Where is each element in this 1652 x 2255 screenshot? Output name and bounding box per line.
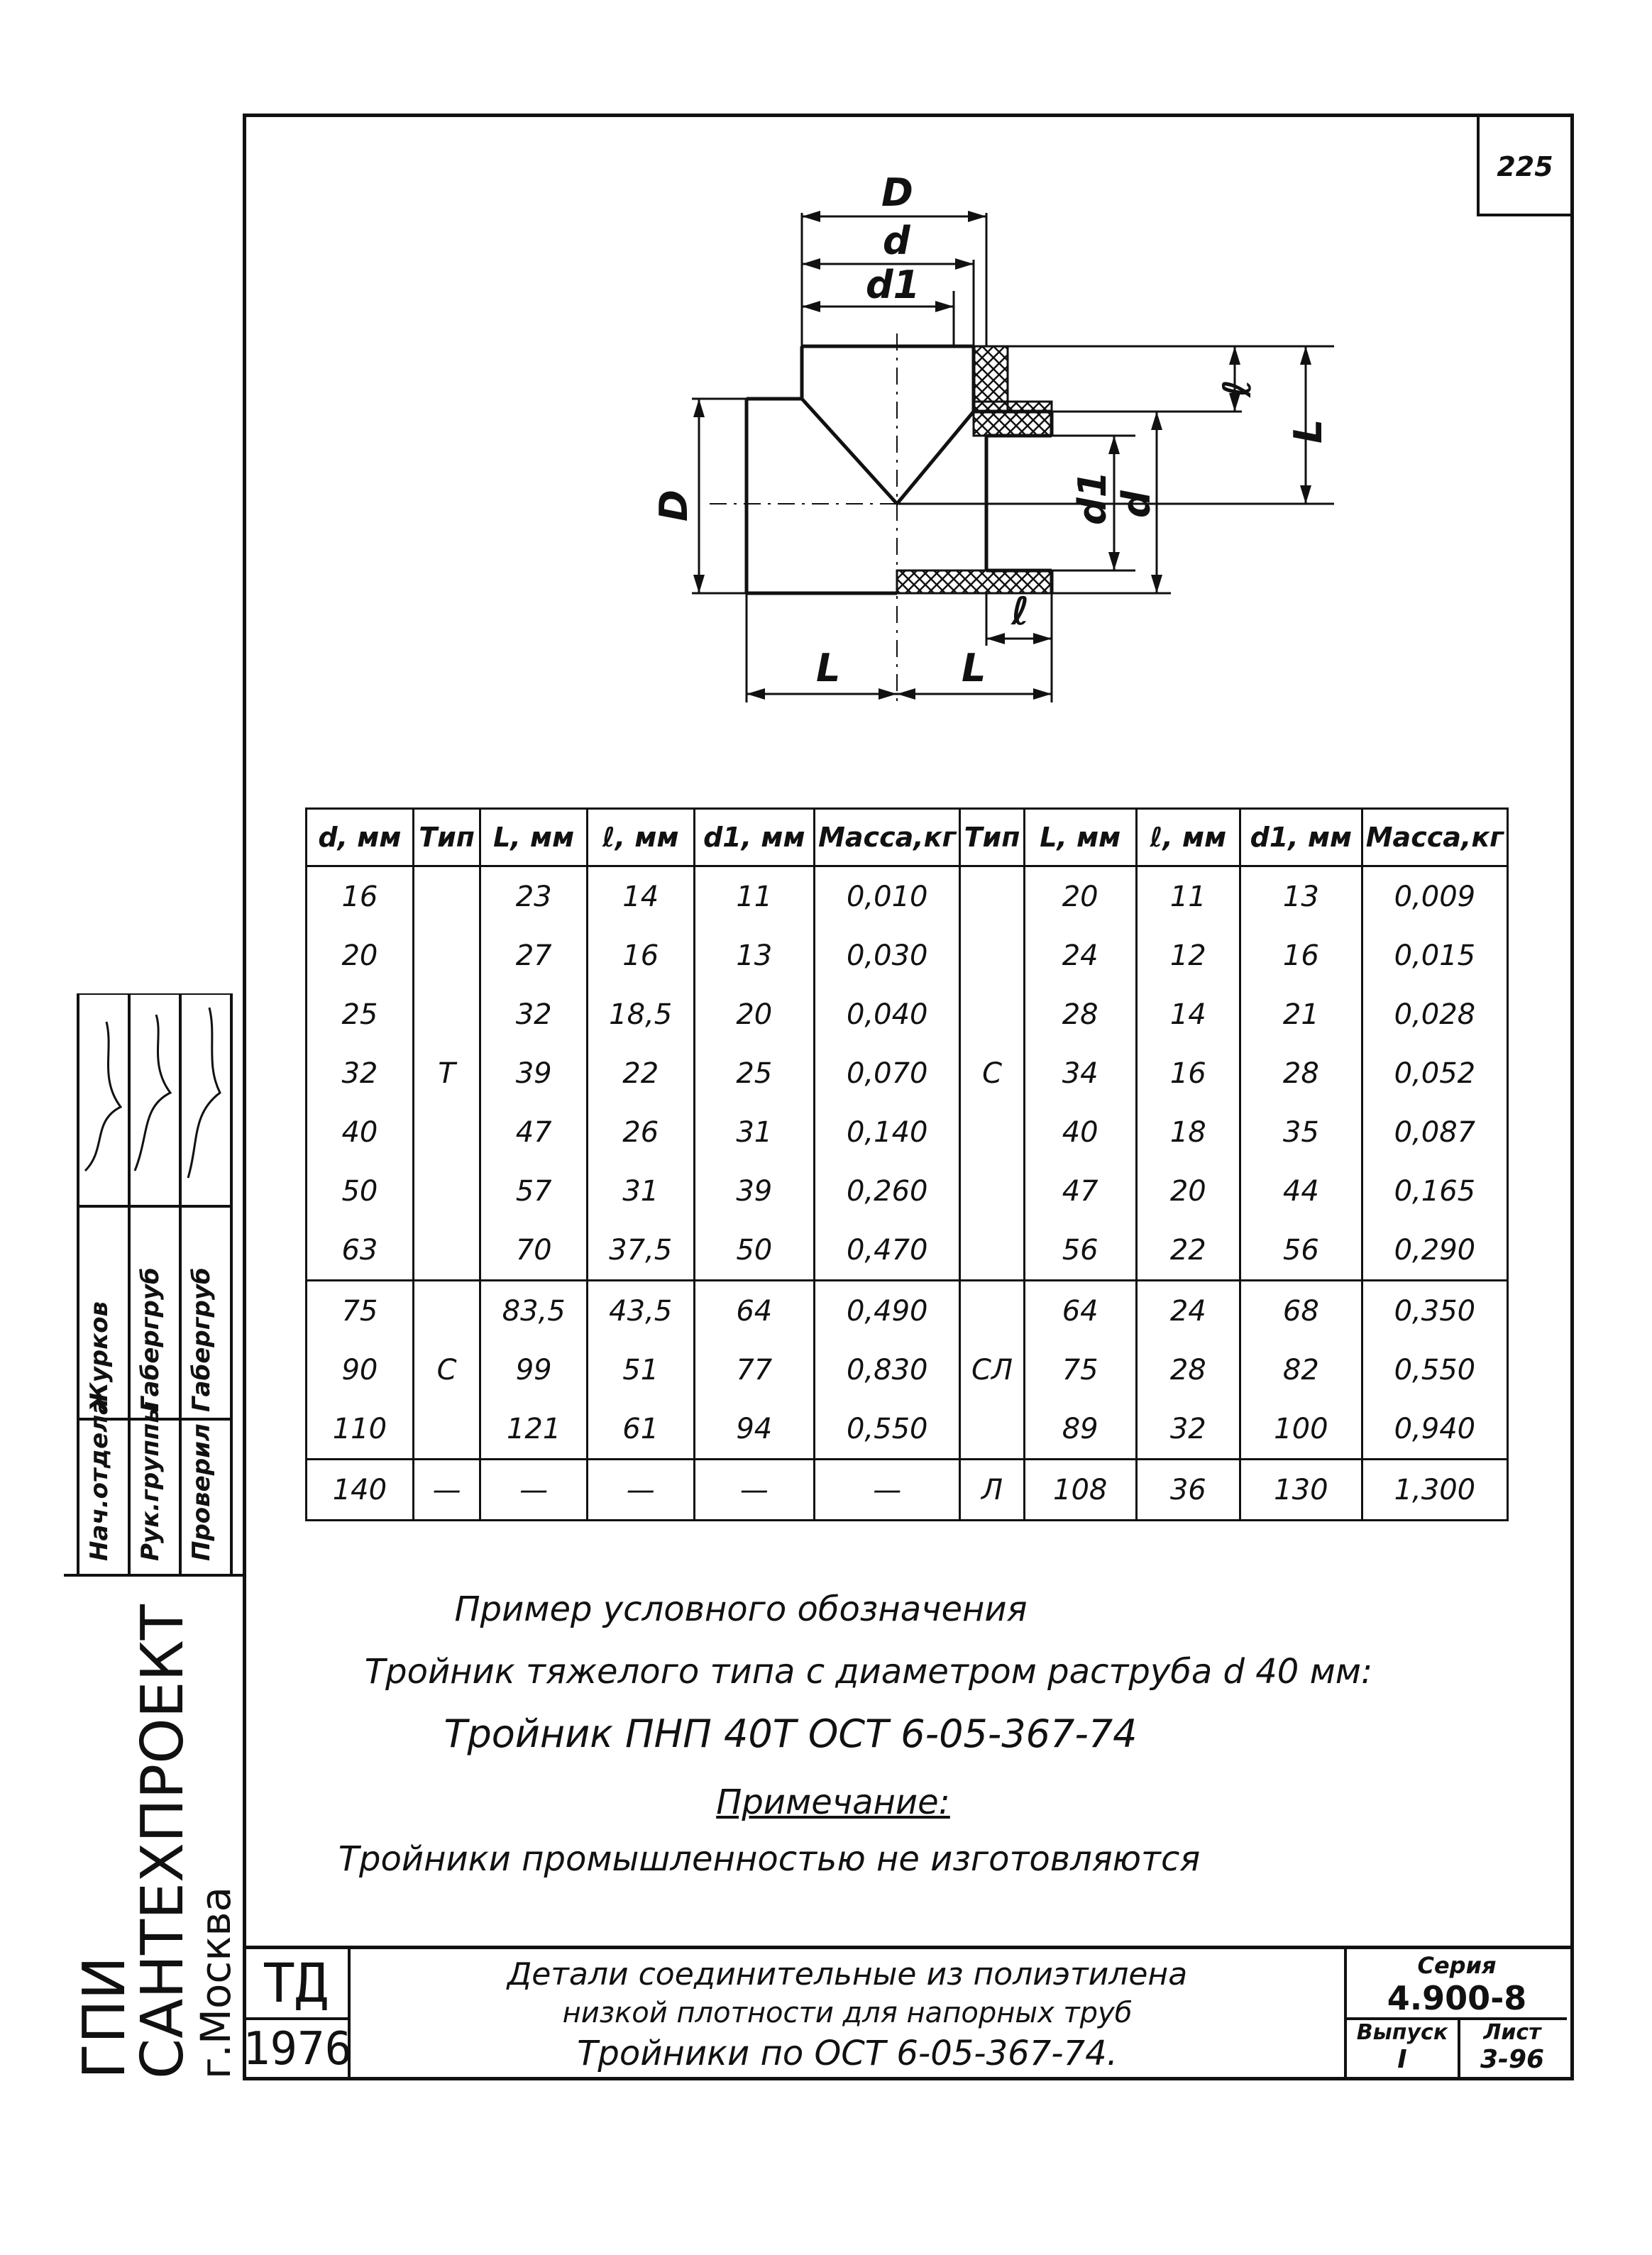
table-cell: 0,940 xyxy=(1362,1399,1507,1460)
table-cell: Л xyxy=(960,1460,1024,1521)
example-value: Тройник ПНП 40Т ОСТ 6-05-367-74 xyxy=(444,1711,1138,1756)
table-cell: 0,140 xyxy=(815,1103,960,1162)
title-cell xyxy=(351,1949,1347,2080)
tee-drawing xyxy=(0,0,1652,781)
table-cell: 75 xyxy=(307,1281,414,1341)
table-cell: 110 xyxy=(307,1399,414,1460)
table-cell: 108 xyxy=(1024,1460,1136,1521)
table-cell: 18,5 xyxy=(587,985,694,1044)
label-L-right: L xyxy=(1286,419,1331,443)
table-cell xyxy=(413,1220,480,1281)
table-cell: — xyxy=(480,1460,587,1521)
table-cell: 43,5 xyxy=(587,1281,694,1341)
table-row xyxy=(307,1281,1508,1341)
series-value: 4.900-8 xyxy=(1387,1979,1527,2017)
th-type-heavy: Тип xyxy=(413,809,480,866)
table-cell: — xyxy=(694,1460,815,1521)
table-cell: 20 xyxy=(1024,866,1136,927)
socket-hatching xyxy=(897,346,1052,593)
label-d1-right: d1 xyxy=(1070,470,1115,525)
table-cell: 0,087 xyxy=(1362,1103,1507,1162)
table-cell: 89 xyxy=(1024,1399,1136,1460)
table-cell: 36 xyxy=(1136,1460,1240,1521)
label-D-side: D xyxy=(651,490,696,522)
example-description: Тройник тяжелого типа с диаметром раструба d 40 мм: xyxy=(364,1652,1373,1692)
table-cell: 64 xyxy=(1024,1281,1136,1341)
table-cell: 22 xyxy=(587,1044,694,1103)
table-cell: 44 xyxy=(1240,1162,1362,1220)
spec-table xyxy=(305,807,1509,1521)
table-cell xyxy=(960,1220,1024,1281)
issue-value: I xyxy=(1397,2045,1407,2074)
table-cell xyxy=(413,866,480,927)
table-cell: 56 xyxy=(1024,1220,1136,1281)
table-cell: 0,010 xyxy=(815,866,960,927)
table-cell xyxy=(413,1399,480,1460)
table-cell: 16 xyxy=(1240,926,1362,985)
table-cell: 70 xyxy=(480,1220,587,1281)
table-cell: 0,165 xyxy=(1362,1162,1507,1220)
table-cell: 12 xyxy=(1136,926,1240,985)
table-cell: 100 xyxy=(1240,1399,1362,1460)
table-cell xyxy=(960,866,1024,927)
year: 1976 xyxy=(243,2023,353,2075)
table-cell: 39 xyxy=(480,1044,587,1103)
table-cell: 64 xyxy=(694,1281,815,1341)
table-cell xyxy=(960,926,1024,985)
example-heading: Пример условного обозначения xyxy=(454,1589,1028,1629)
table-cell: 0,290 xyxy=(1362,1220,1507,1281)
role-group-lead: Рук.группы xyxy=(136,1401,165,1561)
table-cell: 11 xyxy=(1136,866,1240,927)
name-group-lead: Габергруб xyxy=(136,1267,165,1412)
table-cell: 18 xyxy=(1136,1103,1240,1162)
label-L-bottom-right: L xyxy=(962,646,986,690)
dimension-arrows xyxy=(693,211,1311,700)
series-box xyxy=(1347,1949,1567,2020)
table-cell: С xyxy=(413,1340,480,1399)
table-row xyxy=(307,1044,1508,1103)
table-cell xyxy=(960,1162,1024,1220)
table-cell xyxy=(413,1281,480,1341)
table-row xyxy=(307,1399,1508,1460)
table-cell: 0,030 xyxy=(815,926,960,985)
table-row xyxy=(307,1340,1508,1399)
signatures xyxy=(85,1008,220,1178)
page-number: 225 xyxy=(1477,117,1570,216)
table-cell: 14 xyxy=(587,866,694,927)
table-cell: 31 xyxy=(694,1103,815,1162)
table-cell: 0,350 xyxy=(1362,1281,1507,1341)
axis-lines xyxy=(710,333,1064,702)
table-cell: 90 xyxy=(307,1340,414,1399)
table-row xyxy=(307,1220,1508,1281)
org-moscow: г.Москва xyxy=(192,1886,240,2079)
spec-header-row xyxy=(307,809,1508,866)
remark-text: Тройники промышленностью не изготовляются xyxy=(338,1839,1201,1879)
th-l-heavy: ℓ, мм xyxy=(587,809,694,866)
table-cell: 39 xyxy=(694,1162,815,1220)
table-cell: 31 xyxy=(587,1162,694,1220)
table-cell: 50 xyxy=(307,1162,414,1220)
label-L-bottom-left: L xyxy=(816,646,841,690)
table-cell xyxy=(413,985,480,1044)
title-line-1: Детали соединительные из полиэтилена xyxy=(507,1956,1188,1992)
table-cell: 11 xyxy=(694,866,815,927)
table-cell: 25 xyxy=(307,985,414,1044)
table-cell: 13 xyxy=(1240,866,1362,927)
table-cell: 16 xyxy=(307,866,414,927)
table-cell xyxy=(413,1103,480,1162)
th-L-heavy: L, мм xyxy=(480,809,587,866)
sheet-box xyxy=(1458,2017,1567,2080)
table-cell: 0,830 xyxy=(815,1340,960,1399)
table-cell xyxy=(960,1281,1024,1341)
table-row xyxy=(307,1103,1508,1162)
table-cell: 1,300 xyxy=(1362,1460,1507,1521)
series-cell xyxy=(1347,1949,1567,2080)
table-cell: 0,009 xyxy=(1362,866,1507,927)
table-cell: 40 xyxy=(1024,1103,1136,1162)
table-cell: 0,070 xyxy=(815,1044,960,1103)
table-row xyxy=(307,1162,1508,1220)
series-label: Серия xyxy=(1417,1952,1497,1979)
th-mass-light: Масса,кг xyxy=(1362,809,1507,866)
table-cell: 0,040 xyxy=(815,985,960,1044)
name-head-of-dept: Журков xyxy=(85,1301,114,1412)
table-cell: 32 xyxy=(307,1044,414,1103)
table-row xyxy=(307,1460,1508,1521)
table-cell: 47 xyxy=(1024,1162,1136,1220)
logo-td: ТД xyxy=(243,1949,348,2020)
table-cell: — xyxy=(413,1460,480,1521)
table-cell: — xyxy=(587,1460,694,1521)
role-checker: Проверил xyxy=(187,1423,216,1561)
table-cell: 27 xyxy=(480,926,587,985)
table-cell: 0,015 xyxy=(1362,926,1507,985)
org-gpi: ГПИ xyxy=(71,1956,138,2079)
table-cell: 34 xyxy=(1024,1044,1136,1103)
table-cell xyxy=(960,1399,1024,1460)
table-cell: 61 xyxy=(587,1399,694,1460)
title-line-3: Тройники по ОСТ 6-05-367-74. xyxy=(577,2034,1118,2073)
th-mass-heavy: Масса,кг xyxy=(815,809,960,866)
table-cell: 28 xyxy=(1136,1340,1240,1399)
table-cell: 0,470 xyxy=(815,1220,960,1281)
table-cell: 22 xyxy=(1136,1220,1240,1281)
title-block xyxy=(243,1946,1574,2080)
table-cell: 0,550 xyxy=(1362,1340,1507,1399)
table-cell: 16 xyxy=(1136,1044,1240,1103)
th-d1-heavy: d1, мм xyxy=(694,809,815,866)
label-d1-top: d1 xyxy=(866,263,920,307)
title-line-2: низкой плотности для напорных труб xyxy=(562,1997,1133,2029)
remark-heading: Примечание: xyxy=(716,1782,950,1822)
org-santekhproekt: САНТЕХПРОЕКТ xyxy=(129,1604,197,2079)
table-cell: 56 xyxy=(1240,1220,1362,1281)
table-cell: 28 xyxy=(1240,1044,1362,1103)
label-D-top: D xyxy=(881,170,913,215)
th-type-light: Тип xyxy=(960,809,1024,866)
table-cell: 14 xyxy=(1136,985,1240,1044)
logo-cell xyxy=(243,1949,351,2080)
label-l-right: ℓ xyxy=(1215,379,1260,397)
table-cell: 24 xyxy=(1024,926,1136,985)
table-cell: 25 xyxy=(694,1044,815,1103)
label-d-right: d xyxy=(1114,490,1159,518)
spec-table-body xyxy=(307,866,1508,1521)
table-cell: 63 xyxy=(307,1220,414,1281)
table-cell xyxy=(413,926,480,985)
th-d: d, мм xyxy=(307,809,414,866)
role-head-of-dept: Нач.отдела xyxy=(85,1398,114,1561)
table-cell: СЛ xyxy=(960,1340,1024,1399)
table-cell: 35 xyxy=(1240,1103,1362,1162)
table-cell: 68 xyxy=(1240,1281,1362,1341)
table-cell: 40 xyxy=(307,1103,414,1162)
table-cell: 32 xyxy=(1136,1399,1240,1460)
table-row xyxy=(307,926,1508,985)
table-cell: 26 xyxy=(587,1103,694,1162)
table-cell: 50 xyxy=(694,1220,815,1281)
sheet-label: Лист xyxy=(1483,2020,1541,2045)
table-cell: 0,028 xyxy=(1362,985,1507,1044)
table-cell: 77 xyxy=(694,1340,815,1399)
table-cell: 24 xyxy=(1136,1281,1240,1341)
table-cell xyxy=(960,985,1024,1044)
table-cell: 23 xyxy=(480,866,587,927)
table-cell: 75 xyxy=(1024,1340,1136,1399)
table-cell: 13 xyxy=(694,926,815,985)
table-cell: 0,260 xyxy=(815,1162,960,1220)
table-cell: 130 xyxy=(1240,1460,1362,1521)
table-cell: 20 xyxy=(694,985,815,1044)
table-cell: 140 xyxy=(307,1460,414,1521)
issue-label: Выпуск xyxy=(1356,2020,1448,2045)
table-cell: 51 xyxy=(587,1340,694,1399)
table-cell: 32 xyxy=(480,985,587,1044)
table-cell: 0,490 xyxy=(815,1281,960,1341)
table-cell: 28 xyxy=(1024,985,1136,1044)
table-cell: С xyxy=(960,1044,1024,1103)
table-cell: 20 xyxy=(307,926,414,985)
issue-box xyxy=(1347,2017,1460,2080)
table-cell: 16 xyxy=(587,926,694,985)
table-cell: 20 xyxy=(1136,1162,1240,1220)
table-cell: 21 xyxy=(1240,985,1362,1044)
table-row xyxy=(307,985,1508,1044)
table-cell: 121 xyxy=(480,1399,587,1460)
table-cell xyxy=(413,1162,480,1220)
th-L-light: L, мм xyxy=(1024,809,1136,866)
name-checker: Габергруб xyxy=(187,1267,216,1412)
table-cell: 37,5 xyxy=(587,1220,694,1281)
table-cell: 47 xyxy=(480,1103,587,1162)
table-row xyxy=(307,866,1508,927)
table-cell: 94 xyxy=(694,1399,815,1460)
table-cell: — xyxy=(815,1460,960,1521)
table-cell: Т xyxy=(413,1044,480,1103)
table-cell: 0,052 xyxy=(1362,1044,1507,1103)
th-l-light: ℓ, мм xyxy=(1136,809,1240,866)
table-cell: 57 xyxy=(480,1162,587,1220)
th-d1-light: d1, мм xyxy=(1240,809,1362,866)
sheet-value: 3-96 xyxy=(1480,2045,1545,2074)
table-cell: 99 xyxy=(480,1340,587,1399)
label-l-bottom: ℓ xyxy=(1011,589,1030,634)
table-cell xyxy=(960,1103,1024,1162)
table-cell: 0,550 xyxy=(815,1399,960,1460)
label-d-top: d xyxy=(883,219,910,263)
table-cell: 82 xyxy=(1240,1340,1362,1399)
approval-sidebar xyxy=(64,993,243,2080)
table-cell: 83,5 xyxy=(480,1281,587,1341)
